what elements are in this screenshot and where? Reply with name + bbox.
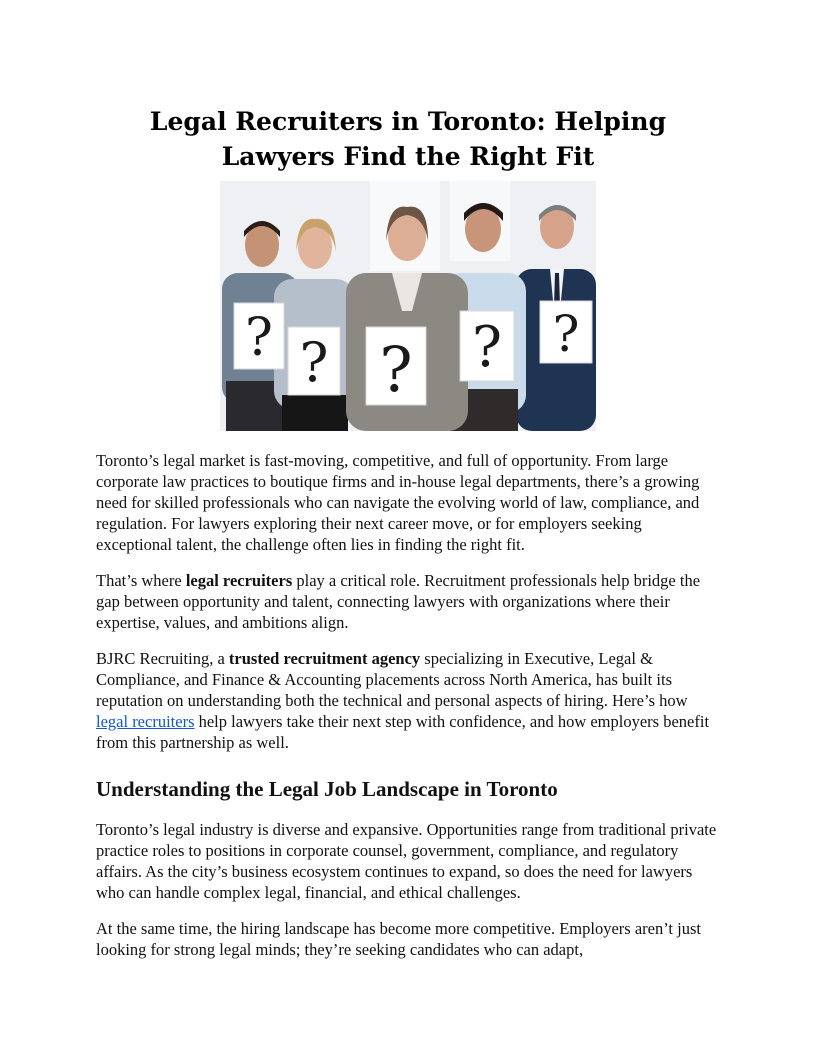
landscape-paragraph: Toronto’s legal industry is diverse and expansive. Opportunities range from traditional private practice roles to positions in corporate counsel, government, compliance, and regulatory affairs. As the city’s business ecosystem continues to expand, so does the need for lawyers who can handle complex legal, financial, and ethical challenges. [96,820,717,902]
text-span: help lawyers take their next step with confidence, and how employers benefit from this partnership as well. [96,712,710,752]
recruiters-role-paragraph [96,570,720,633]
section-heading: Understanding the Legal Job Landscape in Toronto [96,777,558,801]
svg-text:?: ? [471,315,503,380]
question-mark-sign-icon [234,303,284,369]
svg-text:?: ? [245,308,273,368]
legal-recruiters-link[interactable]: legal recruiters [96,712,195,731]
text-span: BJRC Recruiting, a [96,649,229,668]
bold-term: legal recruiters [185,571,293,590]
text-span: That’s where [96,571,186,590]
svg-text:?: ? [379,333,413,406]
svg-text:?: ? [552,305,580,363]
competition-paragraph: At the same time, the hiring landscape has become more competitive. Employers aren’t just looking for strong legal minds; they’re seeking candidates who can adapt, [96,919,701,959]
svg-text:?: ? [299,331,329,394]
page-title: Legal Recruiters in Toronto: Helping Lawyers Find the Right Fit [149,107,667,171]
text-span: play a critical role. Recruitment professionals help bridge the gap between opportunity and talent, connecting lawyers with organizations where their expertise, values, and ambitions align. [96,571,701,632]
intro-paragraph: Toronto’s legal market is fast-moving, competitive, and full of opportunity. From large corporate law practices to boutique firms and in-house legal departments, there’s a growing need for skilled professionals who can navigate the evolving world of law, compliance, and regulation. For lawyers exploring their next career move, or for employers seeking exceptional talent, the challenge often lies in finding the right fit. [96,451,700,554]
bold-term: trusted recruitment agency [228,649,421,668]
hero-image [220,181,596,431]
bjrc-paragraph [96,648,720,753]
text-span: specializing in Executive, Legal & Compliance, and Finance & Accounting placements across North America, has built its reputation on understanding both the technical and personal aspects of hiring. Here’s how [96,649,688,710]
people-holding-question-signs-illustration [220,181,596,431]
